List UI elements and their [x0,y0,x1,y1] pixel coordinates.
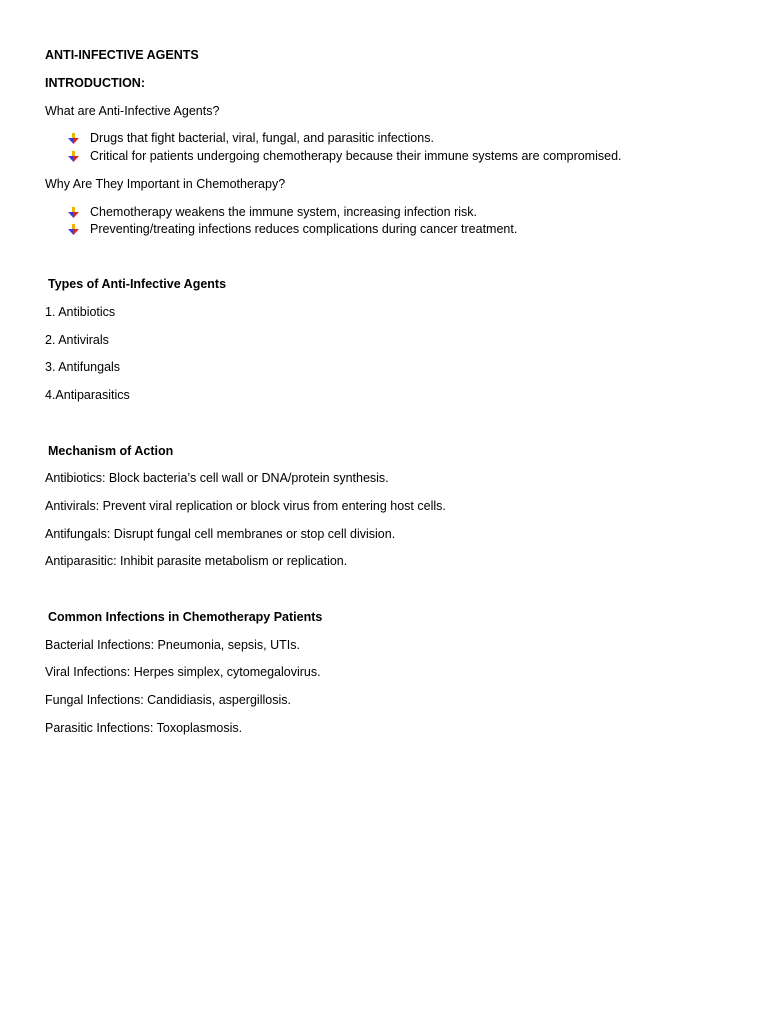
list-item: Viral Infections: Herpes simplex, cytomegalovirus. [45,665,321,679]
bullet-text: Critical for patients undergoing chemotherapy because their immune systems are compromised. [90,149,622,163]
list-item: Parasitic Infections: Toxoplasmosis. [45,721,243,735]
list-item: 1. Antibiotics [45,305,116,319]
list-item: Antibiotics: Block bacteria’s cell wall or DNA/protein synthesis. [45,471,389,485]
list-item: Bacterial Infections: Pneumonia, sepsis, UTIs. [45,638,300,652]
down-arrow-bullet-icon [68,224,79,235]
list-item: 2. Antivirals [45,333,109,347]
bullet-text: Chemotherapy weakens the immune system, increasing infection risk. [90,205,477,219]
down-arrow-bullet-icon [68,133,79,144]
list-item: Antivirals: Prevent viral replication or block virus from entering host cells. [45,499,446,513]
bullet-text: Drugs that fight bacterial, viral, fungal, and parasitic infections. [90,131,434,145]
down-arrow-bullet-icon [68,151,79,162]
mechanism-heading: Mechanism of Action [48,444,174,458]
list-item: 4.Antiparasitics [45,388,130,402]
list-item: Antiparasitic: Inhibit parasite metabolism or replication. [45,554,348,568]
question-what-are: What are Anti-Infective Agents? [45,104,220,118]
list-item: 3. Antifungals [45,360,121,374]
list-item: Fungal Infections: Candidiasis, aspergillosis. [45,693,291,707]
question-why-important: Why Are They Important in Chemotherapy? [45,177,286,191]
list-item: Antifungals: Disrupt fungal cell membranes or stop cell division. [45,527,396,541]
intro-heading: INTRODUCTION: [45,76,145,90]
down-arrow-bullet-icon [68,207,79,218]
types-heading: Types of Anti-Infective Agents [48,277,227,291]
infections-heading: Common Infections in Chemotherapy Patients [48,610,323,624]
bullet-text: Preventing/treating infections reduces complications during cancer treatment. [90,222,518,236]
document-title: ANTI-INFECTIVE AGENTS [45,48,199,62]
